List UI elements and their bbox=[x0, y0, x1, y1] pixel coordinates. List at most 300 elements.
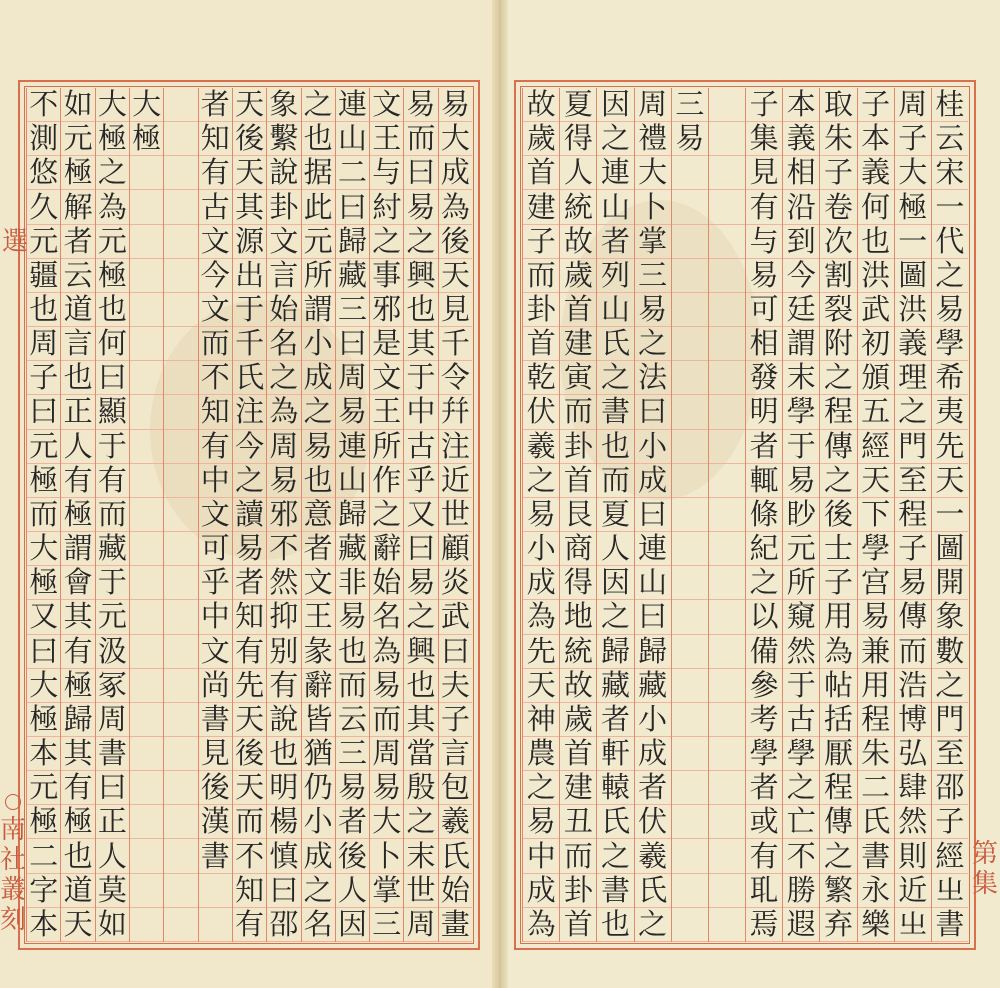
text-char: 兼 bbox=[858, 635, 894, 669]
text-char bbox=[164, 430, 197, 464]
text-char bbox=[130, 532, 163, 566]
text-char: 之 bbox=[932, 259, 968, 293]
text-char bbox=[164, 293, 197, 327]
text-char: 中 bbox=[199, 600, 232, 634]
text-char: 羲 bbox=[439, 805, 472, 839]
text-char: 㞢 bbox=[932, 874, 968, 908]
text-char: 何 bbox=[96, 327, 129, 361]
text-char: 王 bbox=[370, 122, 403, 156]
text-char: 先 bbox=[233, 669, 266, 703]
text-char: 人 bbox=[96, 839, 129, 873]
text-char bbox=[130, 464, 163, 498]
text-char: 中 bbox=[523, 839, 559, 873]
text-char: 輒 bbox=[746, 464, 782, 498]
text-char: 繁 bbox=[820, 874, 856, 908]
text-char: 不 bbox=[267, 532, 300, 566]
text-char bbox=[672, 395, 708, 429]
text-char: 後 bbox=[820, 498, 856, 532]
text-column bbox=[671, 88, 708, 942]
text-char: 眇 bbox=[783, 498, 819, 532]
text-char: 乾 bbox=[523, 361, 559, 395]
text-char: 廷 bbox=[783, 293, 819, 327]
text-char: 後 bbox=[439, 225, 472, 259]
text-char: 辭 bbox=[302, 669, 335, 703]
text-char: 歲 bbox=[523, 122, 559, 156]
text-char: 夫 bbox=[439, 669, 472, 703]
text-char bbox=[709, 464, 745, 498]
text-char bbox=[164, 635, 197, 669]
text-char: 其 bbox=[404, 327, 437, 361]
text-char: 文 bbox=[199, 293, 232, 327]
text-char bbox=[672, 498, 708, 532]
text-char: 解 bbox=[61, 190, 94, 224]
text-char bbox=[672, 771, 708, 805]
text-char: 易 bbox=[302, 430, 335, 464]
text-char: 名 bbox=[267, 327, 300, 361]
text-char: 有 bbox=[746, 839, 782, 873]
text-char: 大 bbox=[370, 805, 403, 839]
text-char: 條 bbox=[746, 498, 782, 532]
text-char bbox=[130, 669, 163, 703]
text-char: 道 bbox=[61, 874, 94, 908]
text-char: 伏 bbox=[635, 805, 671, 839]
text-char bbox=[164, 156, 197, 190]
text-char: 者 bbox=[199, 88, 232, 122]
text-char: 元 bbox=[783, 532, 819, 566]
text-char: 天 bbox=[61, 908, 94, 942]
text-char: 子 bbox=[746, 88, 782, 122]
text-char: 艮 bbox=[560, 498, 596, 532]
text-char: 之 bbox=[746, 566, 782, 600]
text-char: 學 bbox=[783, 395, 819, 429]
publisher-char: 刻 bbox=[0, 904, 27, 935]
text-char: 于 bbox=[96, 566, 129, 600]
text-char: 卦 bbox=[560, 430, 596, 464]
text-char: 先 bbox=[523, 635, 559, 669]
text-char: 建 bbox=[560, 771, 596, 805]
text-char bbox=[130, 498, 163, 532]
text-char: 天 bbox=[233, 771, 266, 805]
text-char: 書 bbox=[199, 703, 232, 737]
text-char: 中 bbox=[404, 395, 437, 429]
text-char: 作 bbox=[370, 464, 403, 498]
text-char: 浩 bbox=[895, 669, 931, 703]
text-char: 大 bbox=[895, 156, 931, 190]
text-char: 得 bbox=[560, 122, 596, 156]
text-char: 藏 bbox=[96, 532, 129, 566]
text-char: 文 bbox=[302, 566, 335, 600]
text-char: 㞢 bbox=[895, 908, 931, 942]
text-char: 讀 bbox=[233, 498, 266, 532]
text-char bbox=[709, 566, 745, 600]
text-char: 商 bbox=[560, 532, 596, 566]
text-char: 而 bbox=[199, 327, 232, 361]
text-char: 一 bbox=[932, 190, 968, 224]
text-char: 建 bbox=[560, 327, 596, 361]
text-char bbox=[199, 874, 232, 908]
margin-char: 選 bbox=[2, 227, 29, 257]
text-char: 慎 bbox=[267, 839, 300, 873]
text-char: 者 bbox=[61, 225, 94, 259]
text-char: 一 bbox=[932, 498, 968, 532]
text-char: 然 bbox=[895, 805, 931, 839]
text-column bbox=[129, 88, 163, 942]
text-char: 于 bbox=[233, 293, 266, 327]
text-char: 本 bbox=[27, 737, 60, 771]
text-char: 成 bbox=[302, 839, 335, 873]
text-column bbox=[559, 88, 596, 942]
text-char: 顯 bbox=[96, 395, 129, 429]
text-char: 周 bbox=[96, 703, 129, 737]
text-char: 程 bbox=[895, 498, 931, 532]
text-char: 人 bbox=[61, 430, 94, 464]
text-char: 世 bbox=[439, 498, 472, 532]
text-char: 書 bbox=[858, 839, 894, 873]
text-char: 王 bbox=[302, 600, 335, 634]
text-char bbox=[672, 532, 708, 566]
text-char: 大 bbox=[27, 532, 60, 566]
text-char: 之 bbox=[404, 805, 437, 839]
text-char: 為 bbox=[96, 190, 129, 224]
text-char: 弘 bbox=[895, 737, 931, 771]
text-char: 子 bbox=[820, 566, 856, 600]
text-char: 元 bbox=[27, 225, 60, 259]
text-char: 成 bbox=[635, 737, 671, 771]
text-char: 學 bbox=[932, 327, 968, 361]
text-char: 肆 bbox=[895, 771, 931, 805]
text-char: 文 bbox=[199, 225, 232, 259]
text-char: 其 bbox=[61, 600, 94, 634]
text-char: 當 bbox=[404, 737, 437, 771]
text-char: 始 bbox=[267, 293, 300, 327]
text-char: 農 bbox=[523, 737, 559, 771]
text-char: 易 bbox=[404, 88, 437, 122]
text-char: 之 bbox=[932, 669, 968, 703]
text-char: 知 bbox=[199, 395, 232, 429]
text-char bbox=[199, 908, 232, 942]
text-char: 如 bbox=[61, 88, 94, 122]
text-char: 遐 bbox=[783, 908, 819, 942]
text-char: 王 bbox=[370, 395, 403, 429]
text-char: 歲 bbox=[560, 259, 596, 293]
text-char: 神 bbox=[523, 703, 559, 737]
text-char bbox=[672, 361, 708, 395]
text-char: 極 bbox=[27, 703, 60, 737]
text-char: 而 bbox=[96, 498, 129, 532]
text-char: 大 bbox=[96, 88, 129, 122]
text-char bbox=[164, 703, 197, 737]
text-char: 之 bbox=[597, 122, 633, 156]
text-char bbox=[709, 805, 745, 839]
text-char: 大 bbox=[439, 122, 472, 156]
text-char bbox=[672, 600, 708, 634]
text-char bbox=[164, 874, 197, 908]
text-char: 有 bbox=[746, 190, 782, 224]
text-column bbox=[708, 88, 745, 942]
text-char: 山 bbox=[597, 190, 633, 224]
text-char: 成 bbox=[523, 874, 559, 908]
text-char: 周 bbox=[895, 88, 931, 122]
text-char bbox=[709, 122, 745, 156]
text-char bbox=[164, 600, 197, 634]
text-char: 易 bbox=[523, 498, 559, 532]
text-char: 而 bbox=[560, 839, 596, 873]
text-char: 附 bbox=[820, 327, 856, 361]
text-char: 氏 bbox=[858, 805, 894, 839]
text-char: 大 bbox=[27, 669, 60, 703]
text-char: 而 bbox=[233, 805, 266, 839]
text-char: 朱 bbox=[820, 122, 856, 156]
text-char: 統 bbox=[560, 635, 596, 669]
text-char: 後 bbox=[336, 839, 369, 873]
text-char: 有 bbox=[61, 635, 94, 669]
text-char: 卜 bbox=[635, 190, 671, 224]
text-char: 藏 bbox=[597, 669, 633, 703]
text-char: 久 bbox=[27, 190, 60, 224]
text-char: 子 bbox=[858, 88, 894, 122]
text-char: 天 bbox=[233, 703, 266, 737]
text-char: 書 bbox=[597, 395, 633, 429]
text-char: 三 bbox=[370, 908, 403, 942]
text-char bbox=[709, 874, 745, 908]
text-char: 邵 bbox=[267, 908, 300, 942]
text-char: 山 bbox=[336, 122, 369, 156]
text-char: 周 bbox=[404, 908, 437, 942]
text-char bbox=[130, 327, 163, 361]
left-margin-label bbox=[2, 228, 28, 258]
text-char: 義 bbox=[895, 327, 931, 361]
text-char: 首 bbox=[560, 908, 596, 942]
text-char: 成 bbox=[635, 464, 671, 498]
text-char: 首 bbox=[523, 156, 559, 190]
text-char: 元 bbox=[27, 430, 60, 464]
text-char: 者 bbox=[597, 225, 633, 259]
text-char: 邵 bbox=[932, 771, 968, 805]
text-char: 一 bbox=[895, 225, 931, 259]
text-char: 古 bbox=[783, 703, 819, 737]
text-char: 言 bbox=[439, 737, 472, 771]
text-char: 与 bbox=[746, 225, 782, 259]
text-column bbox=[163, 88, 197, 942]
text-char: 易 bbox=[672, 122, 708, 156]
text-column bbox=[894, 88, 931, 942]
text-char: 夏 bbox=[560, 88, 596, 122]
text-char: 注 bbox=[233, 395, 266, 429]
text-char: 文 bbox=[370, 361, 403, 395]
text-char: 曰 bbox=[404, 156, 437, 190]
text-char: 帖 bbox=[820, 669, 856, 703]
text-char bbox=[130, 156, 163, 190]
text-char: 也 bbox=[336, 635, 369, 669]
text-char: 因 bbox=[597, 88, 633, 122]
text-char: 考 bbox=[746, 703, 782, 737]
text-char: 書 bbox=[96, 737, 129, 771]
text-char: 興 bbox=[404, 259, 437, 293]
text-char bbox=[130, 361, 163, 395]
text-char: 得 bbox=[560, 566, 596, 600]
text-char bbox=[164, 395, 197, 429]
text-column bbox=[26, 88, 60, 942]
text-char: 希 bbox=[932, 361, 968, 395]
text-char bbox=[164, 361, 197, 395]
text-char: 子 bbox=[932, 805, 968, 839]
text-char: 二 bbox=[336, 156, 369, 190]
text-char: 又 bbox=[404, 498, 437, 532]
text-char: 元 bbox=[61, 122, 94, 156]
text-char: 統 bbox=[560, 190, 596, 224]
text-char: 令 bbox=[439, 361, 472, 395]
text-char: 極 bbox=[96, 122, 129, 156]
text-char: 人 bbox=[336, 874, 369, 908]
text-char: 為 bbox=[523, 600, 559, 634]
text-char: 掌 bbox=[635, 225, 671, 259]
text-char: 程 bbox=[820, 771, 856, 805]
text-char: 掌 bbox=[370, 874, 403, 908]
text-char: 明 bbox=[746, 395, 782, 429]
text-char: 極 bbox=[895, 190, 931, 224]
text-char: 有 bbox=[233, 908, 266, 942]
text-char: 不 bbox=[199, 361, 232, 395]
text-char: 宋 bbox=[932, 156, 968, 190]
text-char bbox=[672, 635, 708, 669]
text-char: 曰 bbox=[27, 635, 60, 669]
text-char: 歲 bbox=[560, 703, 596, 737]
text-column bbox=[301, 88, 335, 942]
text-char: 極 bbox=[27, 566, 60, 600]
text-char: 武 bbox=[858, 293, 894, 327]
text-column bbox=[522, 88, 559, 942]
margin-char: 第 bbox=[972, 839, 999, 869]
text-char: 程 bbox=[858, 703, 894, 737]
text-column bbox=[198, 88, 232, 942]
text-char: 藏 bbox=[336, 532, 369, 566]
text-char: 之 bbox=[523, 771, 559, 805]
text-char: 其 bbox=[404, 703, 437, 737]
text-column bbox=[60, 88, 94, 942]
text-char: 邪 bbox=[370, 293, 403, 327]
text-char: 為 bbox=[820, 635, 856, 669]
left-text-grid bbox=[26, 88, 472, 942]
text-char: 連 bbox=[336, 88, 369, 122]
text-char: 于 bbox=[404, 361, 437, 395]
text-char: 也 bbox=[597, 430, 633, 464]
text-char: 頒 bbox=[858, 361, 894, 395]
text-char: 有 bbox=[199, 430, 232, 464]
text-char bbox=[130, 293, 163, 327]
text-char bbox=[709, 532, 745, 566]
text-char: 小 bbox=[635, 703, 671, 737]
text-char: 仍 bbox=[302, 771, 335, 805]
text-char: 卦 bbox=[560, 874, 596, 908]
text-char: 有 bbox=[61, 771, 94, 805]
text-char: 書 bbox=[597, 874, 633, 908]
text-char: 而 bbox=[404, 122, 437, 156]
text-char: 其 bbox=[233, 190, 266, 224]
text-char: 元 bbox=[96, 225, 129, 259]
text-char: 說 bbox=[267, 703, 300, 737]
text-char bbox=[709, 908, 745, 942]
text-char: 文 bbox=[267, 225, 300, 259]
text-char: 測 bbox=[27, 122, 60, 156]
text-char: 近 bbox=[895, 874, 931, 908]
text-char: 代 bbox=[932, 225, 968, 259]
text-char: 易 bbox=[233, 532, 266, 566]
text-char bbox=[130, 805, 163, 839]
text-char: 子 bbox=[895, 532, 931, 566]
text-char: 之 bbox=[597, 361, 633, 395]
text-char bbox=[709, 703, 745, 737]
text-char: 地 bbox=[560, 600, 596, 634]
text-char: 見 bbox=[746, 156, 782, 190]
text-char: 山 bbox=[635, 566, 671, 600]
text-char: 勝 bbox=[783, 874, 819, 908]
text-column bbox=[232, 88, 266, 942]
text-char: 古 bbox=[199, 190, 232, 224]
text-char: 乎 bbox=[404, 464, 437, 498]
text-char: 所 bbox=[370, 430, 403, 464]
text-column bbox=[369, 88, 403, 942]
text-char: 卦 bbox=[523, 293, 559, 327]
text-char: 可 bbox=[199, 532, 232, 566]
text-char: 成 bbox=[439, 156, 472, 190]
text-char bbox=[130, 908, 163, 942]
text-char: 經 bbox=[932, 839, 968, 873]
text-char: 子 bbox=[27, 361, 60, 395]
text-char bbox=[164, 532, 197, 566]
text-char: 冢 bbox=[96, 669, 129, 703]
text-char: 易 bbox=[370, 669, 403, 703]
text-char bbox=[164, 225, 197, 259]
text-char: 曰 bbox=[267, 874, 300, 908]
text-char: 云 bbox=[336, 703, 369, 737]
text-char: 裂 bbox=[820, 293, 856, 327]
text-char: 有 bbox=[267, 669, 300, 703]
text-char: 易 bbox=[523, 805, 559, 839]
text-char bbox=[130, 566, 163, 600]
text-char: 士 bbox=[820, 532, 856, 566]
text-char: 中 bbox=[199, 464, 232, 498]
text-char: 之 bbox=[635, 327, 671, 361]
text-char bbox=[130, 430, 163, 464]
text-char: 千 bbox=[439, 327, 472, 361]
text-char: 人 bbox=[560, 156, 596, 190]
text-char: 列 bbox=[597, 259, 633, 293]
text-char: 之 bbox=[233, 464, 266, 498]
text-char: 始 bbox=[370, 566, 403, 600]
text-char: 建 bbox=[523, 190, 559, 224]
text-char bbox=[709, 327, 745, 361]
text-column bbox=[857, 88, 894, 942]
text-char: 有 bbox=[199, 156, 232, 190]
text-char: 而 bbox=[895, 635, 931, 669]
text-char bbox=[709, 225, 745, 259]
text-char: 之 bbox=[370, 225, 403, 259]
text-char: 又 bbox=[27, 600, 60, 634]
text-char: 相 bbox=[783, 156, 819, 190]
text-char bbox=[130, 771, 163, 805]
text-char: 之 bbox=[820, 464, 856, 498]
text-char: 元 bbox=[27, 771, 60, 805]
text-char: 三 bbox=[635, 259, 671, 293]
text-char bbox=[709, 600, 745, 634]
text-char bbox=[130, 259, 163, 293]
text-char: 曰 bbox=[635, 600, 671, 634]
text-char: 發 bbox=[746, 361, 782, 395]
text-char: 而 bbox=[523, 259, 559, 293]
text-char: 子 bbox=[523, 225, 559, 259]
text-char: 子 bbox=[820, 156, 856, 190]
text-char: 亡 bbox=[783, 805, 819, 839]
